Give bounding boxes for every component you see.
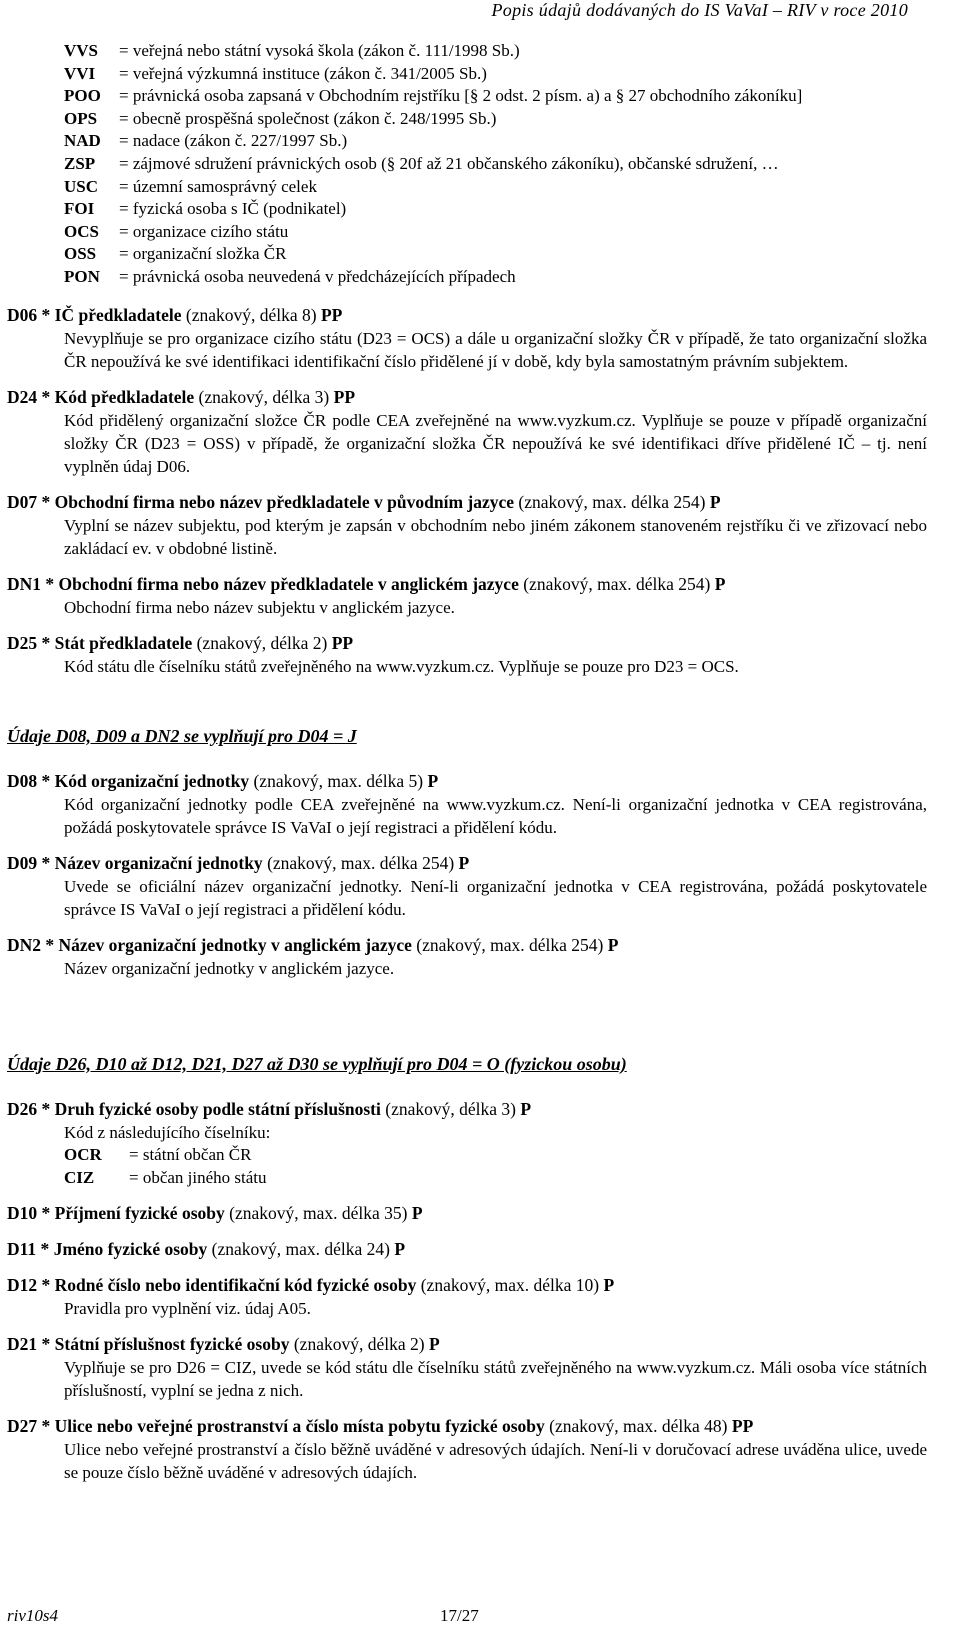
code-row — [64, 198, 802, 221]
item-name: Státní příslušnost fyzické osoby — [54, 1334, 290, 1355]
item-heading — [7, 1415, 927, 1438]
item-requirement: PP — [331, 633, 354, 653]
item-description: Kód státu dle číselníku států zveřejněného na www.vyzkum.cz. Vyplňuje se pouze pro D23 = OCS. — [64, 657, 739, 676]
item-requirement: P — [427, 771, 439, 791]
subcode-row — [64, 1144, 927, 1167]
code-definition: = organizační složka ČR — [119, 244, 287, 264]
item-heading — [7, 1238, 927, 1261]
item-heading — [7, 1274, 927, 1297]
subcode-row — [64, 1167, 927, 1190]
code-row — [64, 153, 802, 176]
item-type-note: (znakový, max. délka 254) — [518, 574, 715, 594]
item-type-note: (znakový, délka 2) — [192, 633, 332, 653]
item-type-note: (znakový, délka 3) — [380, 1099, 521, 1119]
item-type-note: (znakový, délka 3) — [194, 387, 334, 407]
item-entry — [7, 1202, 927, 1225]
code-abbr: VVS — [64, 41, 99, 60]
item-requirement: P — [607, 935, 619, 955]
code-row — [64, 40, 802, 63]
item-type-note: (znakový, max. délka 5) — [249, 771, 428, 791]
code-abbr: OPS — [64, 108, 98, 128]
subcode-abbr: CIZ — [64, 1167, 95, 1187]
item-heading — [7, 304, 927, 327]
code-abbr: OSS — [64, 244, 97, 264]
item-heading — [7, 852, 927, 875]
item-description: Pravidla pro vyplnění viz. údaj A05. — [64, 1299, 311, 1319]
item-type-note: (znakový, délka 8) — [181, 305, 321, 325]
items-group-c — [7, 1202, 927, 1484]
items-group-a — [7, 304, 927, 678]
code-row — [64, 176, 802, 199]
code-abbr: VVI — [64, 63, 96, 83]
code-definition: = veřejná nebo státní vysoká škola (zákon č. 111/1998 Sb.) — [119, 41, 520, 60]
item-description: Obchodní firma nebo název subjektu v anglickém jazyce. — [64, 598, 455, 617]
item-entry — [7, 304, 927, 373]
code-row — [64, 130, 802, 153]
item-code: D12 * — [7, 1275, 55, 1296]
item-entry — [7, 573, 927, 619]
item-entry — [7, 852, 927, 921]
item-entry — [7, 1333, 927, 1402]
code-abbr: POO — [64, 86, 101, 106]
item-name: Název organizační jednotky v anglickém jazyce — [58, 935, 412, 955]
item-type-note: (znakový, max. délka 10) — [416, 1275, 604, 1296]
item-code: D09 * — [7, 853, 55, 873]
item-d26 — [7, 1098, 927, 1189]
item-name: Kód organizační jednotky — [54, 771, 250, 791]
code-definition: = organizace cizího státu — [119, 221, 289, 241]
code-abbr: OCS — [64, 221, 99, 241]
item-entry — [7, 491, 927, 560]
item-code: D08 * — [7, 771, 55, 791]
subcode-def: = občan jiného státu — [129, 1167, 267, 1187]
item-code: D25 * — [7, 633, 55, 653]
item-type-note: (znakový, max. délka 254) — [411, 935, 608, 955]
item-description: Ulice nebo veřejné prostranství a číslo běžně uváděné v adresových údajích. Není-li v doručovací adrese uváděna ulice, uvede se pouze číslo běžně uváděné v adresových údajích. — [64, 1440, 927, 1483]
footer-page-number: 17/27 — [440, 1606, 479, 1625]
item-type-note: (znakový, délka 2) — [289, 1334, 429, 1355]
item-description: Kód organizační jednotky podle CEA zveřejněné na www.vyzkum.cz. Není-li organizační jednotka v CEA registrována, požádá poskytovatele správce IS VaVaI o její registraci a přidělení kódu. — [64, 795, 927, 837]
item-requirement: P — [714, 574, 726, 594]
item-heading — [7, 632, 927, 655]
item-heading — [7, 1333, 927, 1356]
item-name: Obchodní firma nebo název předkladatele v anglickém jazyce — [58, 574, 519, 594]
code-definition: = právnická osoba zapsaná v Obchodním rejstříku [§ 2 odst. 2 písm. a) a § 27 obchodního zákoníku] — [119, 86, 803, 106]
code-abbr: FOI — [64, 199, 95, 219]
code-abbr: USC — [64, 176, 99, 196]
item-entry — [7, 1415, 927, 1484]
section-title-org-unit: Údaje D08, D09 a DN2 se vyplňují pro D04 = J — [7, 726, 357, 746]
items-container — [7, 304, 927, 1497]
item-requirement: P — [428, 1334, 440, 1355]
item-code: DN2 * — [7, 935, 59, 955]
item-name: Jméno fyzické osoby — [53, 1239, 208, 1260]
code-definition: = nadace (zákon č. 227/1997 Sb.) — [119, 131, 348, 151]
item-name: Stát předkladatele — [54, 633, 193, 653]
item-requirement: PP — [731, 1416, 754, 1437]
code-definition: = fyzická osoba s IČ (podnikatel) — [119, 199, 347, 219]
item-code: D10 * — [7, 1203, 55, 1224]
item-code: D11 * — [7, 1239, 54, 1260]
code-row — [64, 243, 802, 266]
section-title-natural-person: Údaje D26, D10 až D12, D21, D27 až D30 se vyplňují pro D04 = O (fyzickou osobu) — [7, 1054, 627, 1074]
item-description: Nevyplňuje se pro organizace cizího státu (D23 = OCS) a dále u organizační složky ČR v případě, že tato organizační složka ČR nepoužívá ke své identifikaci identifikační číslo přidělené jí v době, kdy byla samostatným právním subjektem. — [64, 329, 927, 371]
item-entry — [7, 632, 927, 678]
code-abbr: PON — [64, 266, 100, 286]
code-row — [64, 85, 802, 108]
item-type-note: (znakový, max. délka 24) — [207, 1239, 395, 1260]
item-entry — [7, 1274, 927, 1320]
item-name: Druh fyzické osoby podle státní příslušnosti — [54, 1099, 381, 1119]
item-code: D07 * — [7, 492, 55, 512]
item-requirement: P — [603, 1275, 615, 1296]
code-abbr: NAD — [64, 131, 101, 151]
item-entry — [7, 770, 927, 839]
item-description: Uvede se oficiální název organizační jednotky. Není-li organizační jednotka v CEA registrována, požádá poskytovatele správce IS VaVaI o její registraci a přidělení kódu. — [64, 877, 927, 919]
legal-form-code-list — [64, 40, 802, 289]
item-code: D21 * — [7, 1334, 55, 1355]
item-code: D24 * — [7, 387, 55, 407]
item-requirement: PP — [333, 387, 356, 407]
code-abbr: ZSP — [64, 153, 96, 173]
item-description: Vyplní se název subjektu, pod kterým je zapsán v obchodním nebo jiném zákonem stanoveném rejstříku či ve zřizovací nebo zakládací ev. v obdobné listině. — [64, 516, 927, 558]
item-name: Obchodní firma nebo název předkladatele v původním jazyce — [54, 492, 515, 512]
code-definition: = zájmové sdružení právnických osob (§ 20f až 21 občanského zákoníku), občanské sdružení, … — [119, 153, 779, 173]
code-definition: = obecně prospěšná společnost (zákon č. 248/1995 Sb.) — [119, 108, 497, 128]
item-requirement: P — [709, 492, 721, 512]
item-type-note: (znakový, max. délka 48) — [544, 1416, 732, 1437]
item-description-text: Kód z následujícího číselníku: — [64, 1123, 271, 1142]
item-code: D26 * — [7, 1099, 55, 1119]
item-heading — [7, 491, 927, 514]
item-entry — [7, 386, 927, 478]
item-requirement: P — [394, 1239, 406, 1260]
code-definition: = veřejná výzkumná instituce (zákon č. 341/2005 Sb.) — [119, 63, 487, 83]
items-group-b — [7, 770, 927, 980]
item-code: D27 * — [7, 1416, 55, 1437]
item-requirement: P — [411, 1203, 423, 1224]
code-definition: = územní samosprávný celek — [119, 176, 317, 196]
footer-doc-id: riv10s4 — [7, 1606, 58, 1625]
item-heading — [7, 1202, 927, 1225]
code-row — [64, 108, 802, 131]
item-type-note: (znakový, max. délka 35) — [224, 1203, 412, 1224]
item-name: Ulice nebo veřejné prostranství a číslo místa pobytu fyzické osoby — [54, 1416, 545, 1437]
code-definition: = právnická osoba neuvedená v předcházejících případech — [119, 266, 516, 286]
item-heading — [7, 386, 927, 409]
item-name: IČ předkladatele — [54, 305, 182, 325]
item-entry — [7, 934, 927, 980]
item-description: Vyplňuje se pro D26 = CIZ, uvede se kód státu dle číselníku států zveřejněného na www.vyzkum.cz. Máli osoba více státních příslušností, vyplní se jedna z nich. — [64, 1358, 927, 1401]
running-header: Popis údajů dodávaných do IS VaVaI – RIV v roce 2010 — [491, 0, 908, 20]
item-description: Název organizační jednotky v anglickém jazyce. — [64, 959, 395, 978]
item-heading — [7, 573, 927, 596]
item-description: Kód přidělený organizační složce ČR podle CEA zveřejněné na www.vyzkum.cz. Vyplňuje se pouze v případě organizační složky ČR (D23 = OSS) v případě, že organizační složka ČR nepoužívá ke své identifikaci dříve přidělené IČ – tj. není vyplněn údaj D06. — [64, 411, 927, 476]
code-row — [64, 266, 802, 289]
item-requirement: P — [458, 853, 470, 873]
item-requirement: P — [520, 1099, 532, 1119]
code-row — [64, 221, 802, 244]
item-name: Rodné číslo nebo identifikační kód fyzické osoby — [54, 1275, 417, 1296]
item-code: DN1 * — [7, 574, 59, 594]
item-type-note: (znakový, max. délka 254) — [514, 492, 710, 512]
item-heading — [7, 934, 927, 957]
item-heading — [7, 1098, 927, 1121]
item-heading — [7, 770, 927, 793]
item-description — [64, 1121, 927, 1189]
code-row — [64, 63, 802, 86]
item-code: D06 * — [7, 305, 55, 325]
subcode-def: = státní občan ČR — [129, 1145, 252, 1164]
item-name: Kód předkladatele — [54, 387, 195, 407]
item-name: Příjmení fyzické osoby — [54, 1203, 225, 1224]
item-entry — [7, 1238, 927, 1261]
item-type-note: (znakový, max. délka 254) — [262, 853, 459, 873]
item-name: Název organizační jednotky — [54, 853, 263, 873]
item-requirement: PP — [320, 305, 343, 325]
subcode-abbr: OCR — [64, 1145, 102, 1164]
